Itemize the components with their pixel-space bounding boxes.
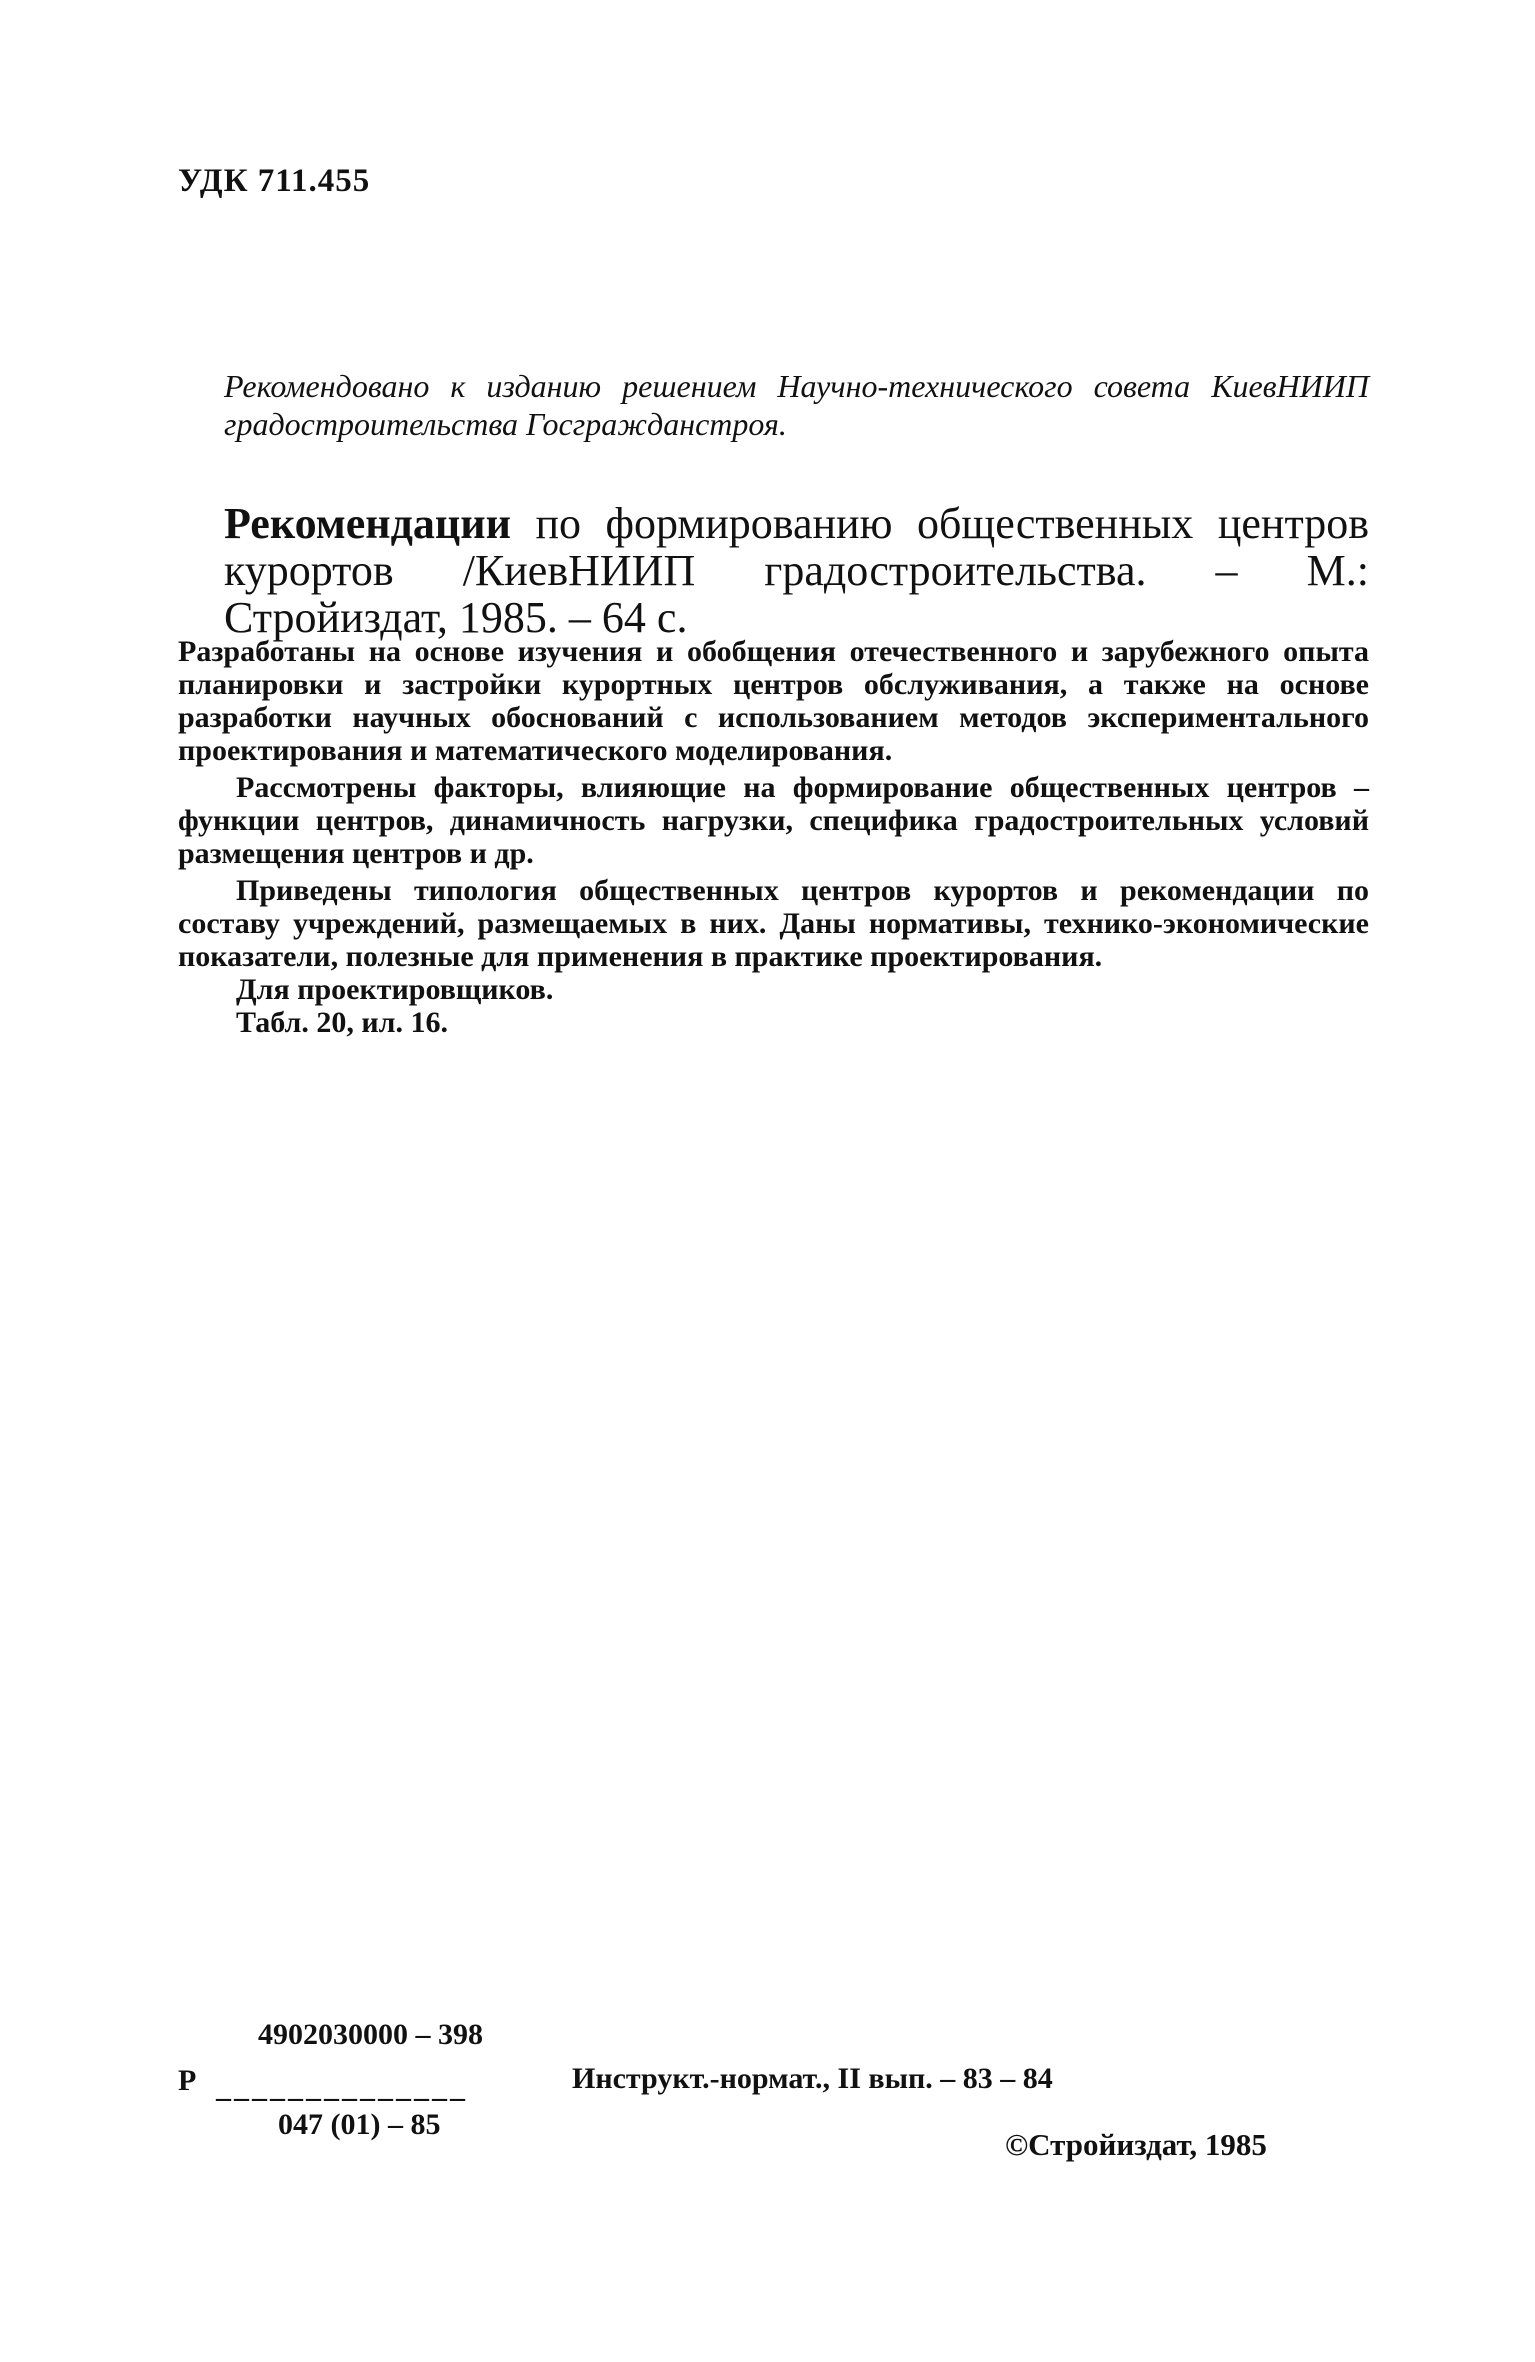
abstract-paragraph: Разработаны на основе изучения и обобщения отечественного и зарубежного опыта планировки и застройки курортных центров обслуживания, а также на основе разработки научных обоснований с использованием методов экспериментального проектирования и математического моделирования. [178,635,1369,767]
bibliographic-details: по формированию общественных центров курортов /КиевНИИП градостроительства. – М.: Стройиздат, 1985. – 64 с. [224,499,1369,642]
abstract-paragraph: Приведены типология общественных центров курортов и рекомендации по составу учреждений, размещаемых в них. Даны нормативы, технико-экономические показатели, полезные для применения в практике проектирования. [178,874,1369,973]
index-denominator: 047 (01) – 85 [278,2108,441,2141]
tables-illustrations-count: Табл. 20, ил. 16. [236,1006,448,1039]
abstract [178,635,1369,1039]
series-info: Инструкт.-нормат., II вып. – 83 – 84 [572,2062,1053,2095]
abstract-paragraph: Рассмотрены факторы, влияющие на формирование общественных центров – функции центров, динамичность нагрузки, специфика градостроительных условий размещения центров и др. [178,771,1369,870]
fraction-rule: –––––––––––––– [216,2081,468,2114]
bibliographic-entry [224,500,1369,641]
index-numerator: 4902030000 – 398 [258,2018,483,2051]
index-letter: Р [178,2064,197,2097]
audience-note: Для проектировщиков. [236,973,554,1006]
udk-code: УДК 711.455 [178,163,371,199]
copyright-notice: ©Стройиздат, 1985 [1005,2127,1267,2162]
publication-recommendation: Рекомендовано к изданию решением Научно-технического совета КиевНИИП градостроительства Госгражданстроя. [224,368,1369,442]
bibliographic-title: Рекомендации [224,499,511,548]
